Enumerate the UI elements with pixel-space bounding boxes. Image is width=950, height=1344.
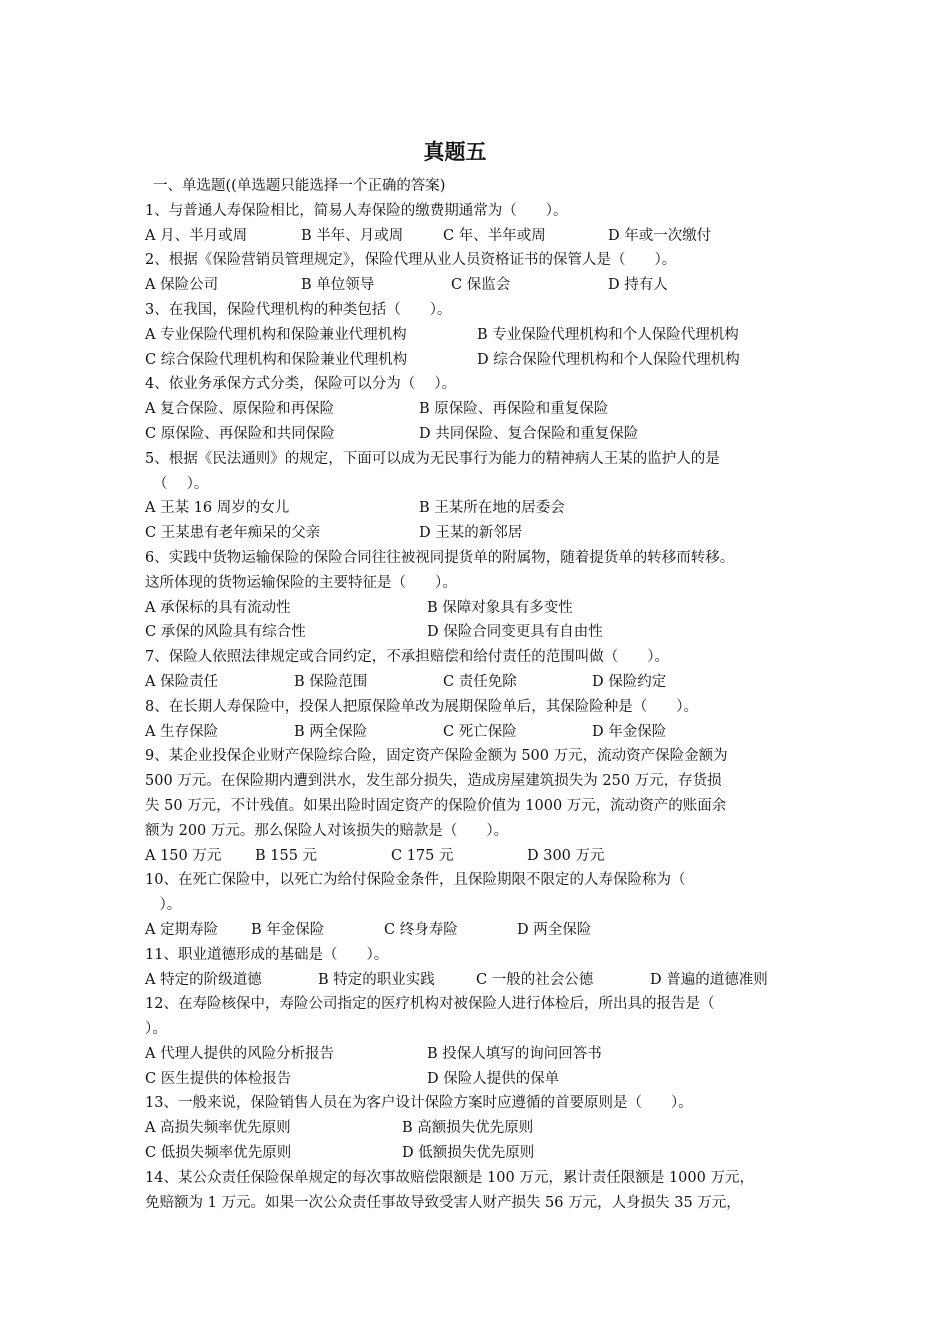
option-a: A 定期寿险 [145, 921, 219, 938]
option-a: A 特定的阶级道德 [145, 971, 262, 988]
page-title: 真题五 [423, 140, 487, 164]
option-c: C 原保险、再保险和共同保险 [145, 425, 335, 442]
option-row [145, 397, 825, 422]
option-c: C 医生提供的体检报告 [145, 1070, 292, 1087]
option-c: C 终身寿险 [384, 921, 458, 938]
option-d: D 持有人 [608, 277, 668, 294]
option-d: D 300 万元 [527, 847, 605, 864]
option-d: D 年金保险 [592, 723, 667, 740]
option-d: D 普遍的道德准则 [650, 971, 768, 988]
option-b: B 原保险、再保险和重复保险 [419, 401, 609, 418]
question-text: 11、职业道德形成的基础是（ ）。 [145, 946, 389, 963]
question-text: 12、在寿险核保中，寿险公司指定的医疗机构对被保险人进行体检后，所出具的报告是（ [145, 996, 715, 1013]
option-c: C 综合保险代理机构和保险兼业代理机构 [145, 351, 408, 368]
section-heading: 一、单选题((单选题只能选择一个正确的答案) [153, 178, 446, 194]
option-d: D 综合保险代理机构和个人保险代理机构 [477, 351, 740, 368]
question-text: ）。 [145, 1021, 167, 1038]
option-row [145, 844, 825, 869]
option-row [145, 1067, 825, 1092]
option-b: B 特定的职业实践 [318, 971, 435, 988]
option-row [145, 496, 825, 521]
question [145, 645, 825, 695]
option-d: D 保险合同变更具有自由性 [427, 624, 603, 641]
question [145, 1166, 825, 1216]
option-a: A 代理人提供的风险分析报告 [145, 1045, 335, 1062]
question-text: 6、实践中货物运输保险的保险合同往往被视同提货单的附属物，随着提货单的转移而转移。 [145, 549, 735, 566]
option-a: A 保险责任 [145, 673, 219, 690]
question-text: 8、在长期人寿保险中，投保人把原保险单改为展期保险单后，其保险险种是（ ）。 [145, 698, 698, 715]
question [145, 744, 825, 868]
option-row [145, 1141, 825, 1166]
question [145, 546, 825, 645]
question [145, 298, 825, 372]
option-c: C 死亡保险 [443, 723, 517, 740]
question [145, 248, 825, 298]
question-text: 7、保险人依照法律规定或合同约定，不承担赔偿和给付责任的范围叫做（ ）。 [145, 649, 669, 666]
option-row [145, 323, 825, 348]
question-text: 免赔额为 1 万元。如果一次公众责任事故导致受害人财产损失 56 万元，人身损失 35 万元， [145, 1194, 741, 1211]
option-b: B 两全保险 [294, 723, 368, 740]
option-row [145, 720, 825, 745]
option-b: B 保险范围 [294, 673, 368, 690]
question-text: ）。 [145, 897, 182, 914]
option-c: C 175 元 [391, 847, 454, 864]
option-a: A 王某 16 周岁的女儿 [145, 500, 290, 517]
option-b: B 投保人填写的询问回答书 [427, 1045, 602, 1062]
document-body [145, 174, 825, 1215]
option-row [145, 918, 825, 943]
question-text: 额为 200 万元。那么保险人对该损失的赔款是（ ）。 [145, 822, 509, 839]
option-b: B 155 元 [255, 847, 318, 864]
option-c: C 低损失频率优先原则 [145, 1145, 292, 1162]
option-c: C 王某患有老年痴呆的父亲 [145, 525, 321, 542]
option-a: A 生存保险 [145, 723, 219, 740]
option-b: B 专业保险代理机构和个人保险代理机构 [477, 326, 739, 343]
question [145, 372, 825, 446]
option-a: A 保险公司 [145, 277, 219, 294]
question-text: 4、依业务承保方式分类，保险可以分为（ ）。 [145, 376, 457, 393]
question [145, 695, 825, 745]
option-row [145, 620, 825, 645]
option-row [145, 1042, 825, 1067]
option-d: D 王某的新邻居 [419, 525, 523, 542]
option-b: B 保障对象具有多变性 [427, 599, 573, 616]
option-b: B 单位领导 [301, 277, 375, 294]
option-row [145, 348, 825, 373]
option-a: A 专业保险代理机构和保险兼业代理机构 [145, 326, 407, 343]
option-a: A 月、半月或周 [145, 227, 248, 244]
option-c: C 保监会 [451, 277, 511, 294]
option-d: D 两全保险 [517, 921, 592, 938]
option-a: A 承保标的具有流动性 [145, 599, 291, 616]
question-text: 1、与普通人寿保险相比，简易人寿保险的缴费期通常为（ ）。 [145, 202, 568, 219]
question [145, 447, 825, 546]
question-text: 2、根据《保险营销员管理规定》，保险代理从业人员资格证书的保管人是（ ）。 [145, 252, 677, 269]
option-d: D 共同保险、复合保险和重复保险 [419, 425, 639, 442]
question [145, 943, 825, 993]
option-c: C 一般的社会公德 [476, 971, 594, 988]
option-d: D 保险约定 [592, 673, 667, 690]
question-text: 9、某企业投保企业财产保险综合险，固定资产保险金额为 500 万元，流动资产保险金额为 [145, 748, 728, 765]
option-row [145, 273, 825, 298]
question-text: 500 万元。在保险期内遭到洪水，发生部分损失，造成房屋建筑损失为 250 万元，存货损 [145, 773, 722, 790]
option-b: B 半年、月或周 [301, 227, 404, 244]
option-row [145, 224, 825, 249]
option-d: D 保险人提供的保单 [427, 1070, 560, 1087]
question-text: 5、根据《民法通则》的规定，下面可以成为无民事行为能力的精神病人王某的监护人的是 [145, 450, 720, 467]
question [145, 868, 825, 942]
option-a: A 高损失频率优先原则 [145, 1120, 291, 1137]
option-row [145, 968, 825, 993]
option-row [145, 1116, 825, 1141]
question [145, 1091, 825, 1165]
option-c: C 年、半年或周 [443, 227, 546, 244]
question-text: 10、在死亡保险中，以死亡为给付保险金条件，且保险期限不限定的人寿保险称为（ [145, 872, 686, 889]
option-a: A 150 万元 [145, 847, 222, 864]
option-d: D 年或一次缴付 [608, 227, 712, 244]
option-c: C 承保的风险具有综合性 [145, 624, 306, 641]
option-row [145, 596, 825, 621]
option-b: B 高额损失优先原则 [402, 1120, 534, 1137]
question [145, 199, 825, 249]
option-a: A 复合保险、原保险和再保险 [145, 401, 335, 418]
question-text: 失 50 万元，不计残值。如果出险时固定资产的保险价值为 1000 万元，流动资产的账面余 [145, 797, 727, 814]
question-text: 13、一般来说，保险销售人员在为客户设计保险方案时应遵循的首要原则是（ ）。 [145, 1095, 693, 1112]
question-text: 14、某公众责任保险保单规定的每次事故赔偿限额是 100 万元，累计责任限额是 1000 万元， [145, 1169, 754, 1186]
question-text: （ ）。 [153, 475, 209, 492]
option-row [145, 521, 825, 546]
question [145, 992, 825, 1091]
question-text: 3、在我国，保险代理机构的种类包括（ ）。 [145, 301, 452, 318]
option-d: D 低额损失优先原则 [402, 1145, 535, 1162]
question-text: 这所体现的货物运输保险的主要特征是（ ）。 [145, 574, 457, 591]
option-c: C 责任免除 [443, 673, 517, 690]
option-row [145, 422, 825, 447]
option-row [145, 670, 825, 695]
option-b: B 王某所在地的居委会 [419, 500, 565, 517]
option-b: B 年金保险 [251, 921, 325, 938]
